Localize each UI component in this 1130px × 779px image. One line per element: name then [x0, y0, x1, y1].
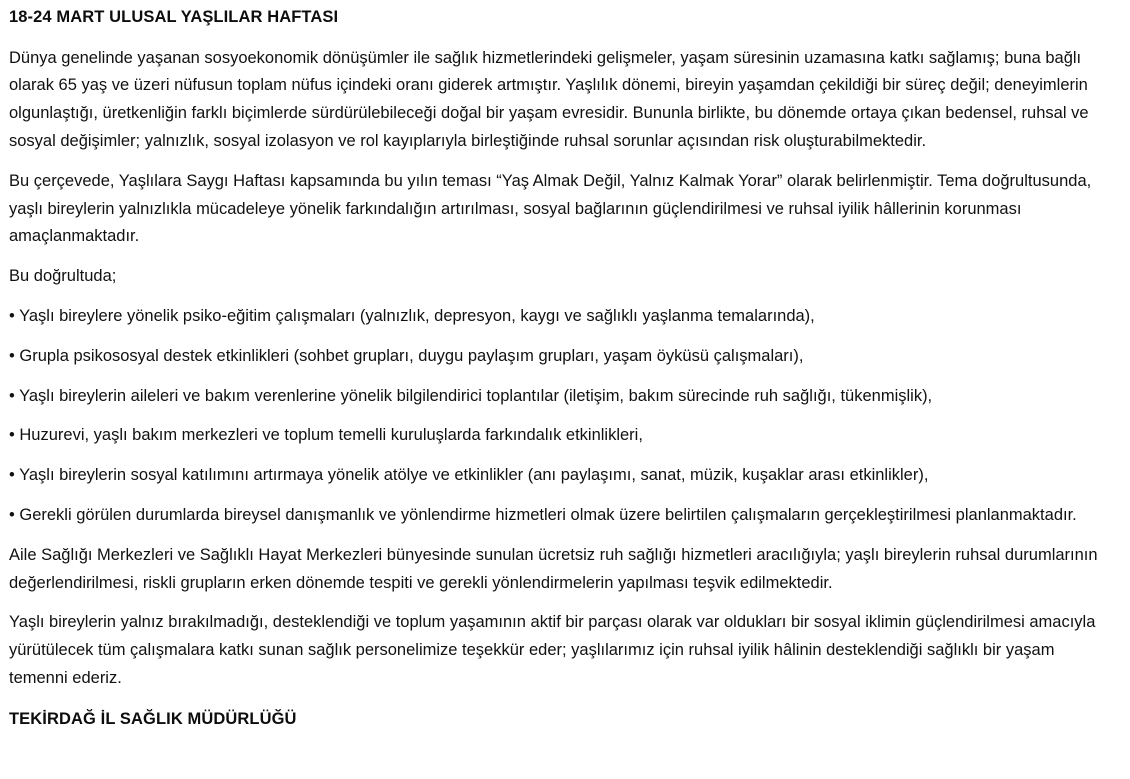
list-item-label: Yaşlı bireylerin aileleri ve bakım verenlerine yönelik bilgilendirici toplantılar (iletişim, bakım sürecinde ruh sağlığı, tükenmişlik),	[19, 386, 933, 405]
paragraph-theme: Bu çerçevede, Yaşlılara Saygı Haftası kapsamında bu yılın teması “Yaş Almak Değil, Yalnız Kalmak Yorar” olarak belirlenmiştir. Tema doğrultusunda, yaşlı bireylerin yalnızlıkla mücadeleye yönelik farkındalığın artırılması, sosyal bağlarının güçlendirilmesi ve ruhsal iyilik hâllerinin korunması amaçlanmaktadır.	[9, 171, 1092, 246]
list-item-label: Gerekli görülen durumlarda bireysel danışmanlık ve yönlendirme hizmetleri olmak üzere belirtilen çalışmaların gerçekleştirilmesi planlanmaktadır.	[19, 505, 1077, 524]
list-item-label: Yaşlı bireylerin sosyal katılımını artırmaya yönelik atölye ve etkinlikler (anı paylaşımı, sanat, müzik, kuşaklar arası etkinlikler),	[19, 466, 929, 485]
bullet-icon: •	[9, 386, 20, 405]
bullet-icon: •	[9, 346, 20, 365]
list-item	[9, 343, 1116, 371]
list-item-label: Huzurevi, yaşlı bakım merkezleri ve toplum temelli kuruluşlarda farkındalık etkinlikleri,	[19, 426, 643, 445]
bullet-icon: •	[9, 466, 20, 485]
activities-list	[9, 303, 1116, 530]
paragraph-intro: Dünya genelinde yaşanan sosyoekonomik dönüşümler ile sağlık hizmetlerindeki gelişmeler, yaşam süresinin uzamasına katkı sağlamış; buna bağlı olarak 65 yaş ve üzeri nüfusun toplam nüfus içindeki oranı giderek artmıştır. Yaşlılık dönemi, bireyin yaşamdan çekildiği bir süreç değil; deneyimlerin olgunlaştığı, üretkenliğin farklı biçimlerde sürdürülebileceği doğal bir yaşam evresidir. Bununla birlikte, bu dönemde ortaya çıkan bedensel, ruhsal ve sosyal değişimler; yalnızlık, sosyal izolasyon ve rol kayıplarıyla birleştiğinde ruhsal sorunlar açısından risk oluşturabilmektedir.	[9, 48, 1089, 150]
list-item	[9, 303, 1116, 331]
list-item-label: Yaşlı bireylere yönelik psiko-eğitim çalışmaları (yalnızlık, depresyon, kaygı ve sağlıklı yaşlanma temalarında),	[19, 306, 815, 325]
list-item	[9, 383, 1116, 411]
bullet-icon: •	[9, 505, 20, 524]
list-item	[9, 502, 1116, 530]
document-signature: TEKİRDAĞ İL SAĞLIK MÜDÜRLÜĞÜ	[9, 709, 297, 728]
list-item	[9, 422, 1116, 450]
list-item-label: Grupla psikososyal destek etkinlikleri (sohbet grupları, duygu paylaşım grupları, yaşam öyküsü çalışmaları),	[19, 346, 804, 365]
bullet-icon: •	[9, 306, 20, 325]
paragraph-closing: Yaşlı bireylerin yalnız bırakılmadığı, desteklendiği ve toplum yaşamının aktif bir parçası olarak var oldukları bir sosyal iklimin güçlendirilmesi amacıyla yürütülecek tüm çalışmalara katkı sunan sağlık personelimize teşekkür eder; yaşlılarımız için ruhsal iyilik hâlinin desteklendiği sağlıklı bir yaşam temenni ederiz.	[9, 613, 1096, 687]
list-item	[9, 462, 1116, 490]
paragraph-services: Aile Sağlığı Merkezleri ve Sağlıklı Hayat Merkezleri bünyesinde sunulan ücretsiz ruh sağlığı hizmetleri aracılığıyla; yaşlı bireylerin ruhsal durumlarının değerlendirilmesi, riskli grupların erken dönemde tespiti ve gerekli yönlendirmelerin yapılması teşvik edilmektedir.	[9, 545, 1098, 592]
bullet-icon: •	[9, 426, 20, 445]
paragraph-lead-in: Bu doğrultuda;	[9, 267, 117, 286]
page-title: 18-24 MART ULUSAL YAŞLILAR HAFTASI	[9, 8, 339, 26]
